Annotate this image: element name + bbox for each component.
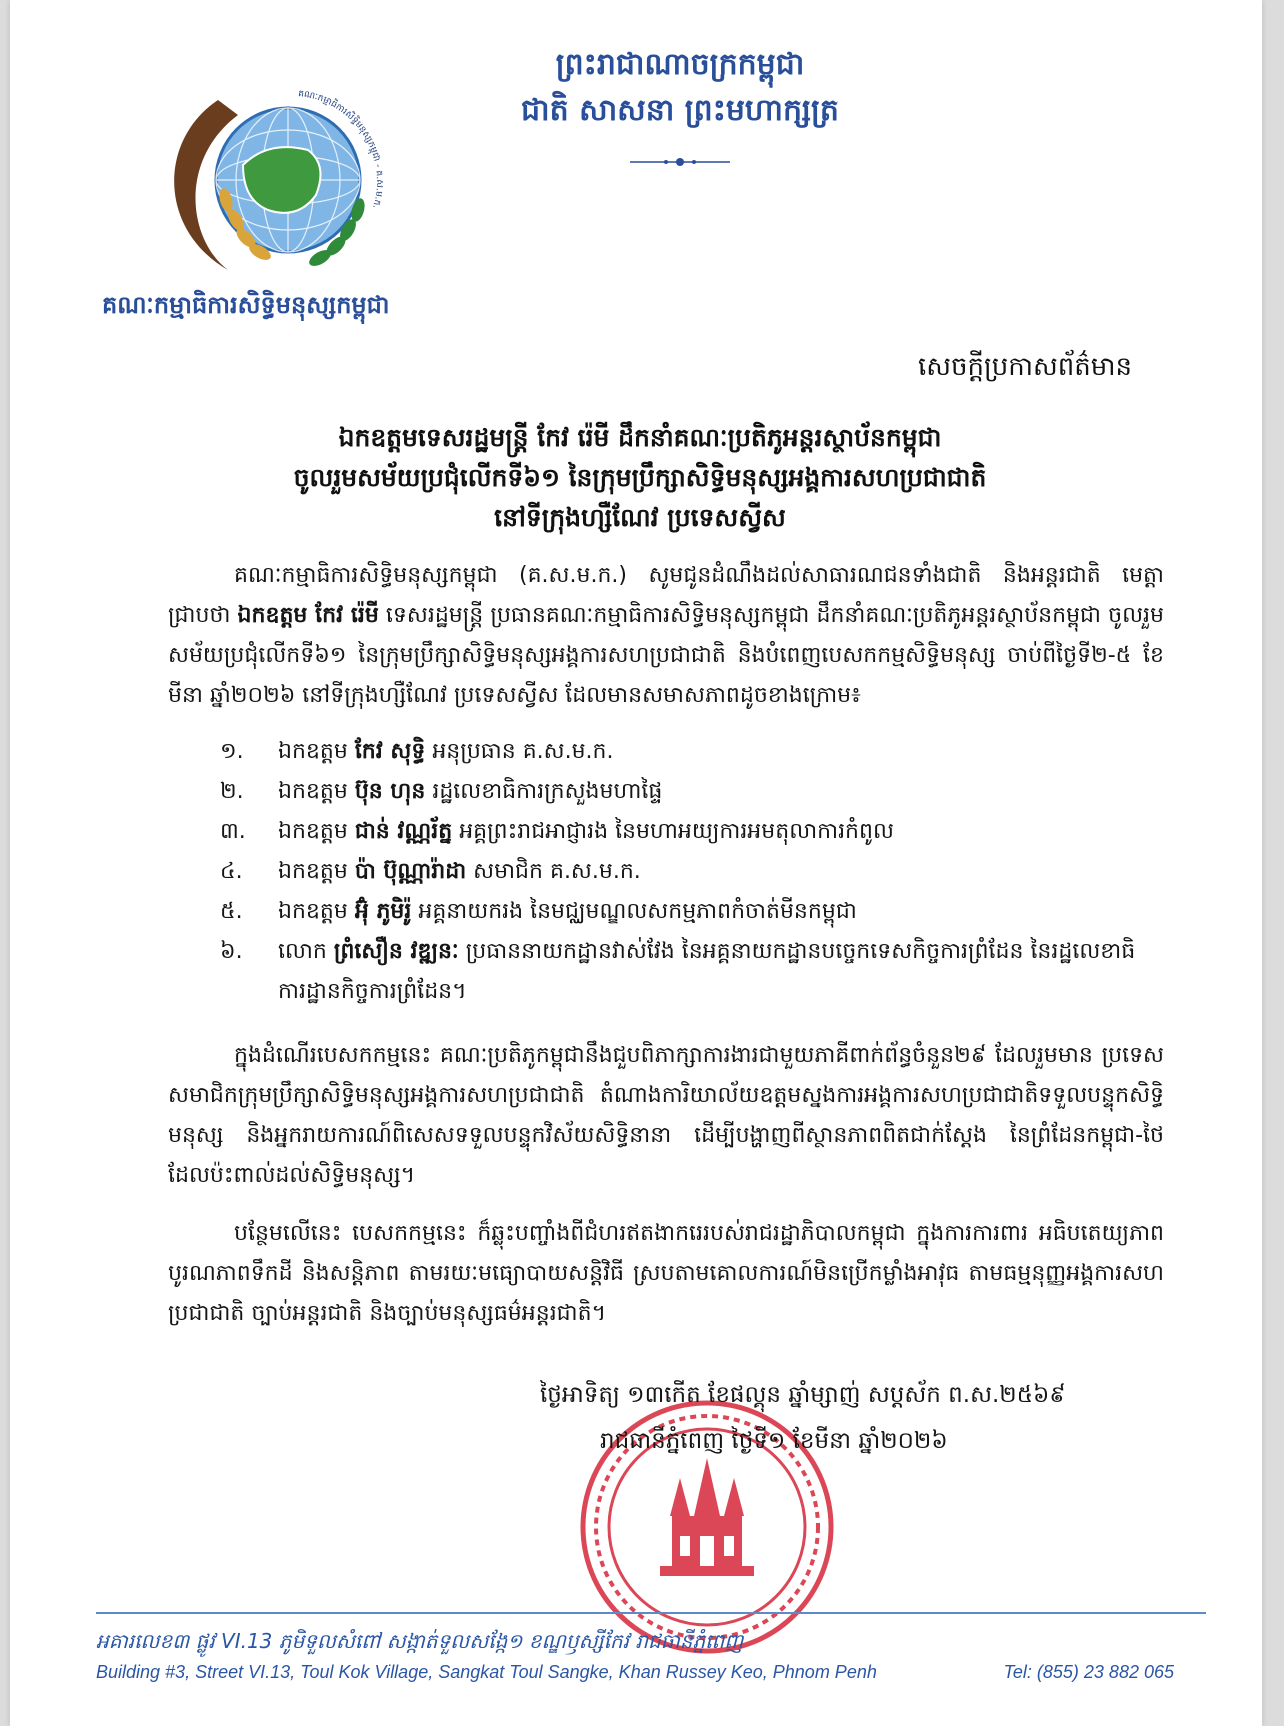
member-name: កែវ សុទ្ធិ	[354, 739, 426, 764]
solar-date: រាជធានីភ្នំពេញ ថ្ងៃទី១ ខែមីនា ឆ្នាំ២០២៦	[600, 1428, 948, 1454]
intro-text-b: ទេសរដ្ឋមន្ត្រី ប្រធានគណៈកម្មាធិការសិទ្ធិមនុស្សកម្ពុជា ដឹកនាំគណៈប្រតិភូអន្តរស្ថាប័នកម្ពុជា ចូលរួមសម័យប្រជុំលើកទី៦១ នៃក្រុមប្រឹក្សាសិទ្ធិមនុស្សអង្គការសហប្រជាជាតិ និងបំពេញបេសកកម្មសិទ្ធិមនុស្ស ចាប់ពីថ្ងៃទី២-៥ ខែមីនា ឆ្នាំ២០២៦ នៅទីក្រុងហ្សឺណែវ ប្រទេសស្វីស ដែលមានសមាសភាពដូចខាងក្រោម៖	[168, 603, 1164, 708]
member-title: ឯកឧត្តម	[278, 819, 348, 844]
member-role: អគ្គព្រះរាជអាជ្ញារង នៃមហាអយ្យការអមតុលាការកំពូល	[459, 819, 894, 844]
list-item	[220, 852, 1164, 892]
title-line2: ចូលរួមសម័យប្រជុំលើកទី៦១ នៃក្រុមប្រឹក្សាសិទ្ធិមនុស្សអង្គការសហប្រជាជាតិ	[293, 463, 987, 492]
member-title: ឯកឧត្តម	[278, 899, 348, 924]
footer-divider	[96, 1612, 1206, 1614]
member-title: ឯកឧត្តម	[278, 859, 348, 884]
member-name: អ៊ុំ ភូមិរ៉ូ	[354, 899, 412, 924]
intro-text-a: គណៈកម្មាធិការសិទ្ធិមនុស្សកម្ពុជា (គ.ស.ម.ក.) សូមជូនដំណឹងដល់សាធារណជនទាំងជាតិ និងអន្តរជាតិ មេត្តាជ្រាបថា	[168, 563, 1164, 628]
member-number: ៦.	[220, 939, 243, 964]
kingdom-line1: ព្រះរាជាណាចក្រកម្ពុជា	[555, 47, 805, 82]
ornament-divider	[630, 155, 730, 169]
member-title: ឯកឧត្តម	[278, 779, 348, 804]
member-name: ប៊ុន ហុន	[354, 779, 426, 804]
document-type: សេចក្តីប្រកាសព័ត៌មាន	[917, 352, 1132, 382]
intro-leader-name: ឯកឧត្តម កែវ រ៉េមី	[237, 603, 379, 628]
paragraph-mission-details: ក្នុងដំណើរបេសកកម្មនេះ គណៈប្រតិភូកម្ពុជានឹងជួបពិភាក្សាការងារជាមួយភាគីពាក់ព័ន្ធចំនួន២៩ ដែលរួមមាន ប្រទេសសមាជិកក្រុមប្រឹក្សាសិទ្ធិមនុស្សអង្គការសហប្រជាជាតិ តំណាងការិយាល័យឧត្តមស្នងការអង្គការសហប្រជាជាតិទទួលបន្ទុកសិទ្ធិមនុស្ស និងអ្នករាយការណ៍ពិសេសទទួលបន្ទុកវិស័យសិទ្ធិនានា ដើម្បីបង្ហាញពីស្ថានភាពពិតជាក់ស្តែង នៃព្រំដែនកម្ពុជា-ថៃ ដែលប៉ះពាល់ដល់សិទ្ធិមនុស្ស។	[168, 1043, 1164, 1188]
member-number: ២.	[220, 779, 244, 804]
member-role: អគ្គនាយករង នៃមជ្ឈមណ្ឌលសកម្មភាពកំចាត់មីនកម្ពុជា	[418, 899, 857, 924]
lunar-date: ថ្ងៃអាទិត្យ ១៣កើត ខែផល្គុន ឆ្នាំម្សាញ់ សប្តស័ក ព.ស.២៥៦៩	[540, 1382, 1066, 1408]
paragraph-intro	[168, 556, 1164, 716]
member-number: ១.	[220, 739, 244, 764]
member-role: រដ្ឋលេខាធិការក្រសួងមហាផ្ទៃ	[432, 779, 663, 804]
member-role: ប្រធាននាយកដ្ឋានវាស់វែង នៃអគ្គនាយកដ្ឋានបច្ចេកទេសកិច្ចការព្រំដែន នៃរដ្ឋលេខាធិការដ្ឋានកិច្ចការព្រំដែន។	[278, 939, 1136, 1004]
list-item	[220, 772, 1164, 812]
member-name: ព្រំសឿន វឌ្ឍនៈ	[333, 939, 459, 964]
title-line3: នៅទីក្រុងហ្សឺណែវ ប្រទេសស្វីស	[494, 503, 786, 532]
member-role: អនុប្រធាន គ.ស.ម.ក.	[432, 739, 614, 764]
list-item	[220, 932, 1164, 1012]
footer-address-khmer: អគារលេខ៣ ផ្លូវ VI.13 ភូមិទួលសំពៅ សង្កាត់ទួលសង្កែ១ ខណ្ឌឫស្សីកែវ រាជធានីភ្នំពេញ	[96, 1629, 744, 1653]
document-page	[10, 0, 1262, 1726]
date-block	[540, 1372, 1180, 1464]
member-role: សមាជិក គ.ស.ម.ក.	[473, 859, 641, 884]
kingdom-line2: ជាតិ សាសនា ព្រះមហាក្សត្រ	[521, 93, 839, 128]
member-title: លោក	[278, 939, 327, 964]
commission-logo	[148, 70, 388, 290]
list-item	[220, 732, 1164, 772]
footer-telephone: Tel: (855) 23 882 065	[1003, 1662, 1174, 1682]
paragraph-mission-stance: បន្ថែមលើនេះ បេសកកម្មនេះ ក៏ឆ្លុះបញ្ចាំងពីជំហរឥតងាករេរបស់រាជរដ្ឋាភិបាលកម្ពុជា ក្នុងការការពារ អធិបតេយ្យភាព បូរណភាពទឹកដី និងសន្តិភាព តាមរយៈមធ្យោបាយសន្តិវិធី ស្របតាមគោលការណ៍មិនប្រើកម្លាំងអាវុធ តាមធម្មនុញ្ញអង្គការសហប្រជាជាតិ ច្បាប់អន្តរជាតិ និងច្បាប់មនុស្សធម៌អន្តរជាតិ។	[168, 1221, 1164, 1326]
delegation-member-list	[220, 732, 1164, 1012]
footer-address-english: Building #3, Street VI.13, Toul Kok Village, Sangkat Toul Sangke, Khan Russey Keo, Phnom Penh	[96, 1662, 877, 1682]
member-name: ជាន់ វណ្ណរ័ត្ន	[354, 819, 453, 844]
member-number: ៥.	[220, 899, 243, 924]
title-line1: ឯកឧត្តមទេសរដ្ឋមន្ត្រី កែវ រ៉េមី ដឹកនាំគណៈប្រតិភូអន្តរស្ថាប័នកម្ពុជា	[338, 423, 942, 452]
organization-name: គណៈកម្មាធិការសិទ្ធិមនុស្សកម្ពុជា	[102, 291, 390, 319]
member-title: ឯកឧត្តម	[278, 739, 348, 764]
list-item	[220, 812, 1164, 852]
logo-ring-text: គណៈកម្មាធិការសិទ្ធិមនុស្សកម្ពុជា - គ.ស.ម.ក.	[297, 88, 385, 210]
document-title	[70, 418, 1210, 538]
kingdom-motto	[450, 42, 910, 134]
list-item	[220, 892, 1164, 932]
member-name: ប៉ា ប៊ុណ្ណារ៉ាដា	[354, 859, 467, 884]
member-number: ៣.	[220, 819, 246, 844]
member-number: ៤.	[220, 859, 243, 884]
